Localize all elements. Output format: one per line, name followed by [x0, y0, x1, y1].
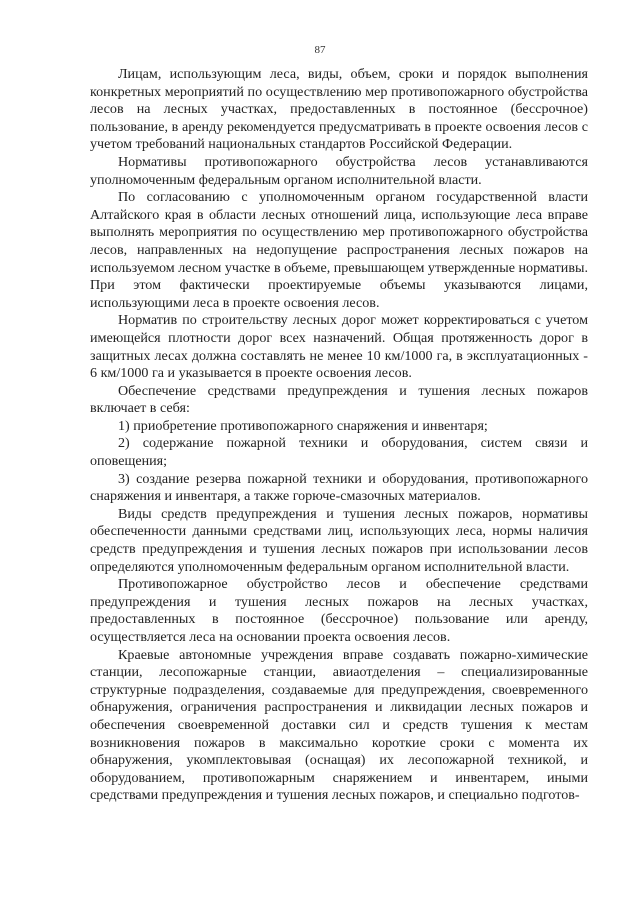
document-body [90, 66, 588, 805]
paragraph-regional-institutions: Краевые автономные учреждения вправе создавать пожарно-химические станции, лесопожарные станции, авиаотделения – специализированные структурные подразделения, создаваемые для предупреждения, своевременного обнаружения, ограничения распространения и ликвидации лесных пожаров и обеспечения своевременной доставки сил и средств тушения к местам возникновения пожаров в максимально короткие сроки с момента их обнаружения, укомплектовывая (оснащая) их лесопожарной техникой, и оборудованием, противопожарным снаряжением и инвентарем, иными средствами предупреждения и тушения лесных пожаров, и специально подготов- [90, 646, 588, 804]
page-number: 87 [314, 44, 326, 56]
paragraph-equipment-types: Виды средств предупреждения и тушения лесных пожаров, нормативы обеспеченности данными средствами лиц, использующих леса, нормы наличия средств предупреждения и тушения лесных пожаров при использовании лесов определяются уполномоченным федеральным органом исполнительной власти. [90, 505, 588, 575]
paragraph-altai-agreement: По согласованию с уполномоченным органом государственной власти Алтайского края в области лесных отношений лица, использующие леса вправе выполнять мероприятия по осуществлению мер противопожарного обустройства лесов, направленных на недопущение распространения лесных пожаров на используемом лесном участке в объеме, превышающем утвержденные нормативы. При этом фактически проектируемые объемы указываются лицами, использующими леса в проекте освоения лесов. [90, 189, 588, 311]
paragraph-forest-users-measures: Лицам, использующим леса, виды, объем, сроки и порядок выполнения конкретных мероприятий по осуществлению мер противопожарного обустройства лесов на лесных участках, предоставленных в постоянное (бессрочное) пользование, в аренду рекомендуется предусматривать в проекте освоения лесов с учетом требований национальных стандартов Российской Федерации. [90, 66, 588, 153]
list-item-1: 1) приобретение противопожарного снаряжения и инвентаря; [118, 417, 488, 434]
paragraph-fire-arrangement: Противопожарное обустройство лесов и обеспечение средствами предупреждения и тушения лесных пожаров на лесных участках, предоставленных в постоянное (бессрочное) пользование или аренду, осуществляется леса на основании проекта освоения лесов. [90, 576, 588, 645]
list-item-2: 2) содержание пожарной техники и оборудования, систем связи и оповещения; [90, 435, 588, 470]
paragraph-road-norm: Норматив по строительству лесных дорог может корректироваться с учетом имеющейся плотности дорог всех назначений. Общая протяженность дорог в защитных лесах должна составлять не менее 10 км/1000 га, в эксплуатационных - 6 км/1000 га и указывается в проекте освоения лесов. [90, 312, 588, 382]
list-item-3: 3) создание резерва пожарной техники и оборудования, противопожарного снаряжения и инвентаря, а также горюче-смазочных материалов. [90, 470, 588, 505]
paragraph-fire-norms: Нормативы противопожарного обустройства лесов устанавливаются уполномоченным федеральным органом исполнительной власти. [90, 153, 588, 188]
paragraph-provision-intro: Обеспечение средствами предупреждения и тушения лесных пожаров включает в себя: [90, 382, 588, 417]
